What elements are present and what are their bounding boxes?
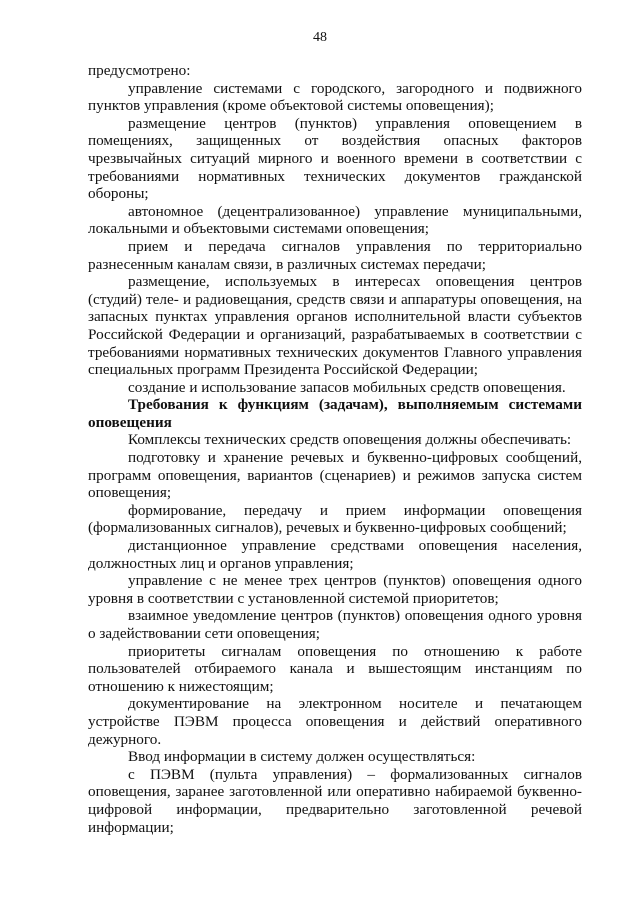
page-number: 48: [313, 30, 327, 45]
paragraph: размещение, используемых в интересах оповещения центров (студий) теле- и радиовещания, средств связи и аппаратуры оповещения, на запасных пунктах управления органов исполнительной власти субъектов Российской Федерации и организаций, разрабатываемых в соответствии с требованиями нормативных технических документов Главного управления специальных программ Президента Российской Федерации;: [88, 273, 582, 379]
paragraph: прием и передача сигналов управления по территориально разнесенным каналам связи, в различных системах передачи;: [88, 237, 582, 273]
section-heading: Требования к функциям (задачам), выполняемым системами оповещения: [88, 396, 582, 431]
paragraph: дистанционное управление средствами оповещения населения, должностных лиц и органов управления;: [88, 537, 582, 572]
paragraph: размещение центров (пунктов) управления оповещением в помещениях, защищенных от воздействия опасных факторов чрезвычайных ситуаций мирного и военного времени в соответствии с требованиями нормативных технических документов гражданской обороны;: [88, 114, 582, 203]
paragraph: создание и использование запасов мобильных средств оповещения.: [128, 378, 566, 396]
paragraph: Комплексы технических средств оповещения должны обеспечивать:: [128, 431, 572, 449]
paragraph: взаимное уведомление центров (пунктов) оповещения одного уровня о задействовании сети оповещения;: [88, 607, 582, 642]
paragraph: документирование на электронном носителе и печатающем устройстве ПЭВМ процесса оповещения и действий оперативного дежурного.: [88, 695, 582, 748]
paragraph: с ПЭВМ (пульта управления) – формализованных сигналов оповещения, заранее заготовленной или оперативно набираемой буквенно-цифровой информации, предварительно заготовленной речевой информации;: [88, 765, 582, 836]
paragraph: предусмотрено:: [88, 62, 191, 79]
paragraph: подготовку и хранение речевых и буквенно-цифровых сообщений, программ оповещения, вариантов (сценариев) и режимов запуска систем оповещения;: [88, 449, 582, 502]
paragraph: управление системами с городского, загородного и подвижного пунктов управления (кроме объектовой системы оповещения);: [88, 79, 582, 115]
document-body: [88, 62, 582, 836]
paragraph: приоритеты сигналам оповещения по отношению к работе пользователей отбираемого канала и вышестоящим инстанциям по отношению к нижестоящим;: [88, 642, 582, 695]
paragraph: автономное (децентрализованное) управление муниципальными, локальными и объектовыми системами оповещения;: [88, 202, 582, 238]
paragraph: управление с не менее трех центров (пунктов) оповещения одного уровня в соответствии с установленной системой приоритетов;: [88, 572, 582, 607]
paragraph: формирование, передачу и прием информации оповещения (формализованных сигналов), речевых и буквенно-цифровых сообщений;: [88, 501, 582, 537]
paragraph: Ввод информации в систему должен осуществляться:: [128, 748, 476, 766]
